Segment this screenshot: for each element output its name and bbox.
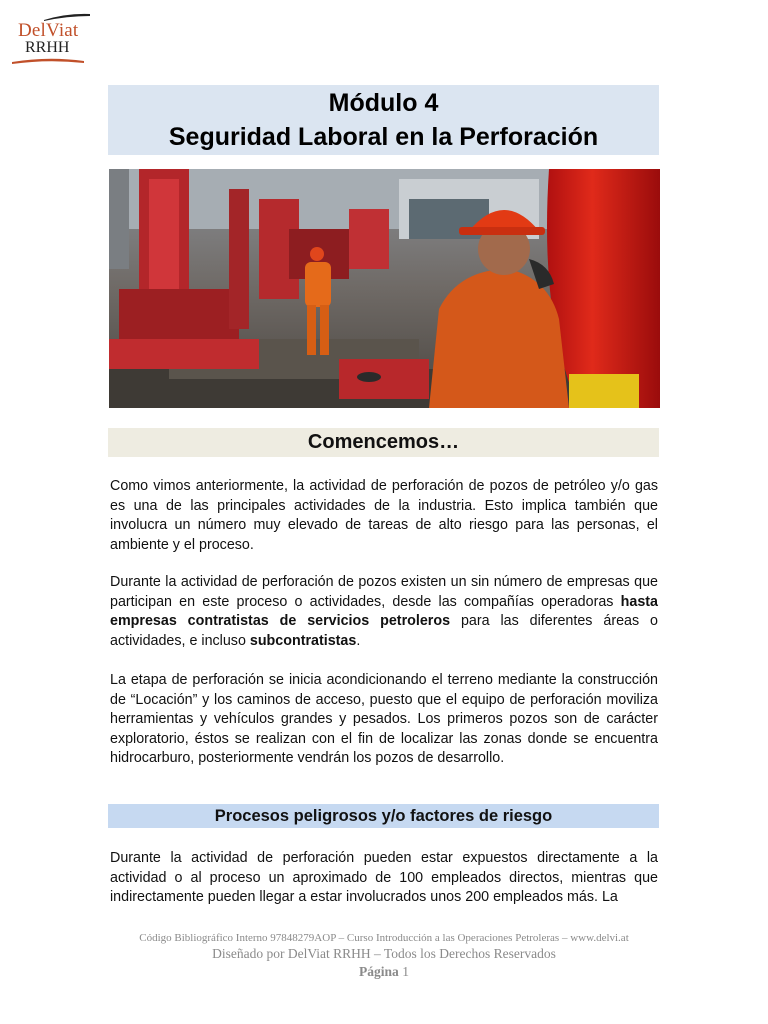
module-title: Módulo 4 — [328, 89, 439, 117]
footer-page — [0, 964, 768, 980]
drilling-rig-photo — [109, 169, 660, 408]
paragraph-empresas — [110, 573, 658, 651]
page-label: Página — [359, 964, 399, 979]
logo-text-delviat: DelViat — [18, 20, 79, 41]
section-heading: Procesos peligrosos y/o factores de riesgo — [214, 806, 553, 825]
footer-code: Código Bibliográfico Interno 97848279AOP – Curso Introducción a las Operaciones Petroleras – www.delvi.at — [139, 932, 629, 944]
section-title: Comencemos… — [307, 431, 460, 453]
page-number: 1 — [402, 964, 409, 979]
logo-swoosh-bottom-icon — [12, 56, 84, 64]
delviat-logo — [12, 12, 86, 64]
bold-text: hasta empresas contratistas de servicios petroleros — [110, 593, 658, 629]
section-header-comencemos — [108, 428, 659, 457]
section-header-procesos — [108, 804, 659, 828]
footer-rights: Diseñado por DelViat RRHH – Todos los Derechos Reservados — [212, 946, 556, 961]
paragraph-text: . — [356, 632, 361, 649]
paragraph-intro: Como vimos anteriormente, la actividad de perforación de pozos de petróleo y/o gas es una de las principales actividades de la industria. Esto implica también que involucra un número muy elevado de tareas de alto riesgo para las personas, el ambiente y el proceso. — [110, 478, 658, 553]
module-title-box — [108, 85, 659, 155]
paragraph-text: para las diferentes áreas o actividades, e incluso — [110, 613, 658, 649]
module-subtitle: Seguridad Laboral en la Perforación — [168, 123, 599, 151]
paragraph-procesos: Durante la actividad de perforación pueden estar expuestos directamente a la actividad o al proceso un aproximado de 100 empleados directos, mientras que indirectamente pueden llegar a estar involucrados unos 200 empleados más. La — [110, 850, 658, 905]
logo-text-rrhh: RRHH — [25, 39, 70, 56]
drilling-rig-illustration — [109, 169, 660, 408]
bold-text: subcontratistas — [249, 632, 357, 649]
paragraph-text: Durante la actividad de perforación de pozos existen un sin número de empresas que participan en este proceso o actividades, desde las compañías operadoras — [110, 574, 658, 610]
paragraph-etapa: La etapa de perforación se inicia acondicionando el terreno mediante la construcción de “Locación” y los caminos de acceso, puesto que el equipo de perforación moviliza herramientas y vehículos grandes y pesados. Los primeros pozos son de carácter exploratorio, éstos se realizan con el fin de localizar las zonas donde se encuentra hidrocarburo, posteriormente vendrán los pozos de desarrollo. — [110, 672, 658, 766]
